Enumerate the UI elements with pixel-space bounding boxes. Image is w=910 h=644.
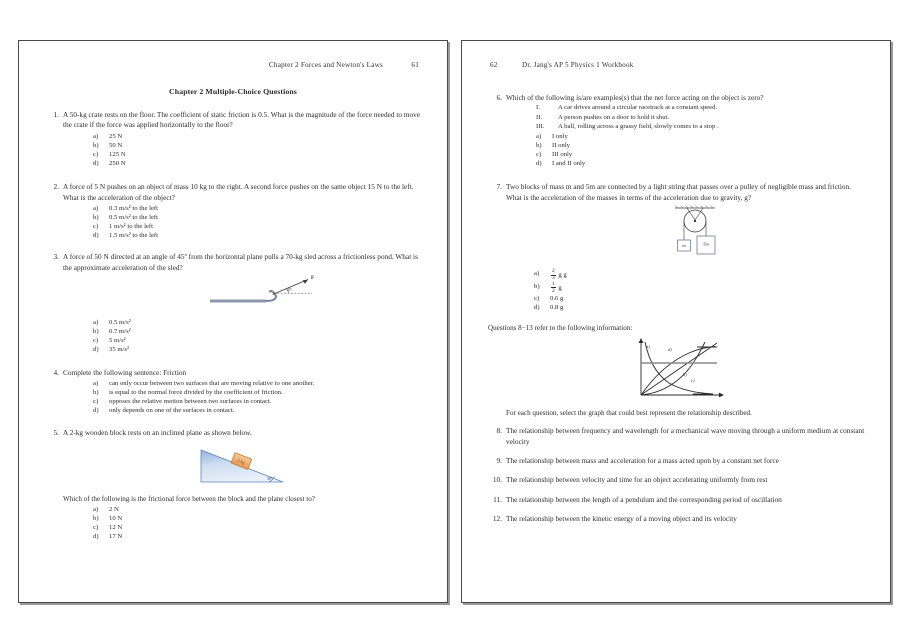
choice-label: c) bbox=[93, 151, 99, 158]
incline-angle-label: 30° bbox=[267, 476, 273, 481]
fraction-two-thirds bbox=[551, 269, 556, 281]
choice-label: a) bbox=[93, 132, 99, 140]
choice-list bbox=[63, 204, 425, 240]
choice-text: is equal to the normal force divided by the coefficient of friction. bbox=[109, 389, 283, 397]
roman-statement bbox=[536, 113, 868, 122]
choice-text: 25 N bbox=[109, 132, 123, 140]
choice-option[interactable] bbox=[93, 406, 425, 415]
choice-text: 250 N bbox=[109, 160, 126, 168]
choice-text: I only bbox=[552, 133, 568, 141]
choice-option[interactable] bbox=[534, 294, 868, 303]
choice-text: 0.5 m/s² bbox=[109, 319, 131, 327]
choice-option[interactable] bbox=[93, 204, 425, 213]
curve-b-linear bbox=[641, 343, 717, 395]
question-number: 2. bbox=[53, 182, 59, 192]
choice-label: d) bbox=[93, 232, 99, 240]
question-9 bbox=[484, 456, 868, 466]
sled-body bbox=[210, 300, 266, 303]
choice-text: 2 N bbox=[109, 505, 119, 513]
roman-statement-list bbox=[506, 103, 868, 131]
question-number: 9. bbox=[496, 456, 502, 466]
choice-text: 0.6 g bbox=[550, 295, 564, 303]
choice-label: c) bbox=[93, 398, 99, 406]
folio-number: 61 bbox=[411, 61, 419, 69]
choice-text: can only occur between two surfaces that are moving relative to one another. bbox=[109, 379, 315, 387]
choice-option[interactable] bbox=[536, 132, 868, 141]
choice-label: b) bbox=[534, 282, 540, 290]
choice-label: b) bbox=[93, 141, 99, 149]
question-stem: The relationship between mass and acceleration for a mass acted upon by a constant net force bbox=[506, 456, 779, 466]
choice-label: c) bbox=[93, 337, 99, 345]
choice-text: 1 m/s² to the left bbox=[109, 223, 153, 231]
choice-option[interactable] bbox=[93, 231, 425, 240]
choice-option[interactable] bbox=[93, 141, 425, 150]
choice-list bbox=[506, 132, 868, 168]
choice-text: 5 m/s² bbox=[109, 337, 126, 345]
choice-list bbox=[63, 132, 425, 168]
choice-text: 12 N bbox=[109, 523, 123, 531]
choice-option[interactable] bbox=[536, 150, 868, 159]
roman-label: III. bbox=[536, 122, 545, 130]
choice-option[interactable] bbox=[93, 327, 425, 336]
running-head-text: Chapter 2 Forces and Newton's Laws bbox=[268, 61, 383, 69]
question-stem: Complete the following sentence: Friction bbox=[63, 367, 187, 377]
relationship-graphs-diagram bbox=[625, 335, 755, 401]
question-stem: The relationship between the length of a pendulum and the corresponding period of oscillation bbox=[506, 494, 782, 504]
pulley-axle bbox=[694, 220, 696, 222]
choice-label: b) bbox=[93, 214, 99, 222]
choice-text: 17 N bbox=[109, 533, 123, 541]
question-number: 7. bbox=[496, 182, 502, 192]
choice-text: 35 m/s² bbox=[109, 346, 130, 354]
choice-option[interactable] bbox=[536, 141, 868, 150]
choice-label: c) bbox=[93, 523, 99, 531]
force-arrow-shaft bbox=[273, 280, 309, 295]
large-block-label: 5m bbox=[703, 241, 709, 247]
choice-label: b) bbox=[93, 328, 99, 336]
fraction-denominator: 3 bbox=[552, 275, 555, 282]
choice-list bbox=[63, 318, 425, 354]
choice-text: 1.5 m/s² to the left bbox=[109, 232, 158, 240]
force-label: F bbox=[311, 276, 315, 282]
choice-option[interactable] bbox=[93, 345, 425, 354]
curve-label-b: b) bbox=[683, 372, 687, 378]
question-2 bbox=[41, 182, 425, 240]
question-7 bbox=[484, 182, 868, 312]
choice-label: a) bbox=[93, 205, 99, 212]
choice-text: 50 N bbox=[109, 141, 123, 149]
sled-force-figure bbox=[63, 275, 425, 315]
choice-option[interactable] bbox=[534, 303, 868, 312]
y-axis-arrowhead bbox=[639, 338, 644, 343]
x-axis-arrowhead bbox=[719, 393, 724, 398]
roman-text: A car drives around a circular racetrack at a constant speed. bbox=[558, 104, 718, 112]
page-left-content bbox=[19, 41, 447, 602]
question-12 bbox=[484, 514, 868, 524]
question-11 bbox=[484, 495, 868, 505]
roman-statement bbox=[536, 103, 868, 112]
question-stem: The relationship between the kinetic energy of a moving object and its velocity bbox=[506, 514, 737, 524]
question-stem: A force of 50 N directed at an angle of 45º from the horizontal plane pulls a 70-kg sled across a frictionless pond. What is the approximate acceleration of the sled? bbox=[63, 252, 418, 272]
question-8 bbox=[484, 426, 868, 447]
choice-label: d) bbox=[93, 407, 99, 415]
choice-label: a) bbox=[534, 270, 540, 278]
curve-a-inverse bbox=[645, 342, 713, 394]
fraction-denominator: 2 bbox=[552, 287, 555, 294]
question-10 bbox=[484, 475, 868, 485]
folio-number: 62 bbox=[490, 61, 498, 69]
inclined-plane-diagram bbox=[189, 442, 299, 490]
choice-option[interactable] bbox=[93, 523, 425, 532]
choice-option[interactable] bbox=[93, 222, 425, 231]
choice-label: b) bbox=[93, 514, 99, 522]
choice-option[interactable] bbox=[93, 397, 425, 406]
choice-option[interactable] bbox=[93, 514, 425, 523]
choice-label: a) bbox=[536, 133, 542, 141]
choice-label: b) bbox=[93, 389, 99, 397]
question-number: 11. bbox=[493, 494, 502, 504]
question-5-sub-prompt: Which of the following is the frictional force between the block and the plane closest to? bbox=[63, 494, 315, 503]
fraction-numerator: 2 bbox=[552, 268, 555, 275]
choice-text: 0.7 m/s² bbox=[109, 328, 131, 336]
choice-option[interactable] bbox=[93, 318, 425, 327]
choice-label: c) bbox=[536, 151, 542, 159]
pulley-two-blocks-diagram bbox=[659, 204, 731, 266]
choice-option[interactable] bbox=[93, 505, 425, 514]
choice-label: c) bbox=[534, 295, 540, 303]
question-number: 1. bbox=[53, 110, 59, 119]
sled-force-diagram bbox=[208, 275, 328, 315]
choice-label: d) bbox=[534, 304, 540, 312]
running-head-text: Dr. Jang's AP 5 Physics 1 Workbook bbox=[522, 61, 634, 69]
choice-text: 125 N bbox=[109, 151, 126, 158]
choice-option[interactable] bbox=[93, 388, 425, 397]
choice-text: 0.8 g bbox=[550, 304, 564, 312]
choice-option[interactable] bbox=[93, 379, 425, 388]
choice-label: b) bbox=[536, 142, 542, 150]
choice-label: a) bbox=[93, 505, 99, 513]
choice-label: a) bbox=[93, 379, 99, 387]
question-number: 5. bbox=[53, 428, 59, 438]
grouped-section-lead-in: Questions 8−13 refer to the following information: bbox=[488, 324, 633, 333]
fraction-one-half bbox=[551, 282, 556, 294]
angle-label: 45° bbox=[287, 288, 293, 293]
roman-statement bbox=[536, 122, 868, 131]
question-6 bbox=[484, 93, 868, 168]
roman-text: A ball, rolling across a grassy field, slowly comes to a stop . bbox=[558, 122, 719, 130]
choice-option[interactable] bbox=[93, 159, 425, 168]
inclined-plane-figure bbox=[63, 442, 425, 490]
choice-option[interactable] bbox=[534, 269, 868, 281]
choice-list bbox=[63, 505, 425, 541]
choice-text: g g bbox=[558, 271, 567, 279]
question-number: 6. bbox=[496, 93, 502, 102]
question-number: 10. bbox=[492, 475, 502, 485]
choice-option[interactable] bbox=[534, 282, 868, 294]
choice-list bbox=[506, 269, 868, 312]
question-number: 8. bbox=[496, 426, 502, 436]
question-stem: A force of 5 N pushes on an object of mass 10 kg to the right. A second force pushes on the same object 15 N to the left. What is the acceleration of the object? bbox=[63, 182, 414, 202]
question-stem: A 2-kg wooden block rests on an inclined plane as shown below. bbox=[63, 428, 252, 438]
running-head-right-page bbox=[484, 59, 868, 71]
curve-label-d: d) bbox=[668, 347, 672, 353]
choice-text: 0.3 m/s² to the left bbox=[109, 205, 158, 212]
question-3 bbox=[41, 252, 425, 354]
choice-text: 0.5 m/s² to the left bbox=[109, 214, 158, 222]
curve-label-a: a) bbox=[646, 344, 650, 350]
choice-option[interactable] bbox=[93, 336, 425, 345]
question-1 bbox=[41, 110, 425, 168]
choice-label: d) bbox=[93, 533, 99, 541]
question-stem: Two blocks of mass m and 5m are connected by a light string that passes over a pulley of negligible mass and friction. What is the acceleration of the masses in terms of the acceleration due to gravity, g? bbox=[506, 182, 851, 202]
pulley-figure bbox=[506, 204, 868, 266]
question-number: 12. bbox=[492, 514, 502, 524]
choice-text: opposes the relative motion between two surfaces in contact. bbox=[109, 398, 272, 406]
roman-label: I. bbox=[536, 104, 540, 112]
choice-label: a) bbox=[93, 319, 99, 327]
choice-text: III only bbox=[552, 151, 573, 159]
choice-option[interactable] bbox=[93, 132, 425, 141]
choice-option[interactable] bbox=[93, 532, 425, 541]
grouped-section-instruction: For each question, select the graph that could best represent the relationship described. bbox=[506, 409, 752, 418]
question-stem: A 50-kg crate rests on the floor. The coefficient of static friction is 0.5. What is the magnitude of the force needed to move the crate if the force was applied horizontally to the floor? bbox=[63, 110, 421, 130]
sled-curved-front bbox=[266, 291, 276, 301]
choice-label: d) bbox=[536, 160, 542, 168]
choice-text: only depends on one of the surfaces in contact. bbox=[109, 407, 235, 415]
question-5 bbox=[41, 428, 425, 541]
question-number: 3. bbox=[53, 252, 59, 262]
choice-label: c) bbox=[93, 223, 99, 231]
choice-text: II only bbox=[552, 142, 571, 150]
running-head-left-page bbox=[41, 59, 425, 71]
page-left bbox=[18, 40, 448, 603]
relationship-graphs-figure bbox=[484, 335, 868, 403]
choice-option[interactable] bbox=[93, 150, 425, 159]
question-stem: The relationship between velocity and time for an object accelerating uniformly from rest bbox=[506, 475, 768, 485]
choice-list bbox=[63, 379, 425, 415]
roman-text: A person pushes on a door to hold it shut. bbox=[558, 113, 670, 121]
page-right bbox=[461, 40, 891, 603]
page-title: Chapter 2 Multiple-Choice Questions bbox=[169, 87, 297, 96]
question-4 bbox=[41, 368, 425, 416]
question-stem: The relationship between frequency and wavelength for a mechanical wave moving through a uniform medium at constant velocity bbox=[506, 426, 865, 446]
choice-text: I and II only bbox=[552, 160, 586, 168]
choice-text: g bbox=[558, 284, 562, 292]
choice-option[interactable] bbox=[93, 213, 425, 222]
choice-label: d) bbox=[93, 346, 99, 354]
fraction-numerator: 1 bbox=[552, 280, 555, 287]
choice-option[interactable] bbox=[536, 159, 868, 168]
choice-text: 10 N bbox=[109, 514, 123, 522]
small-block-label: m bbox=[682, 243, 686, 249]
curve-label-c: c) bbox=[691, 378, 695, 384]
question-stem: Which of the following is/are examples(s) that the net force acting on the object is zero? bbox=[506, 93, 764, 102]
block-mass-label: 2 kg bbox=[236, 457, 246, 465]
question-number: 4. bbox=[53, 367, 59, 377]
roman-label: II. bbox=[536, 113, 543, 121]
choice-label: d) bbox=[93, 160, 99, 168]
curve-c-quadratic bbox=[641, 342, 705, 395]
page-right-content bbox=[462, 41, 890, 602]
